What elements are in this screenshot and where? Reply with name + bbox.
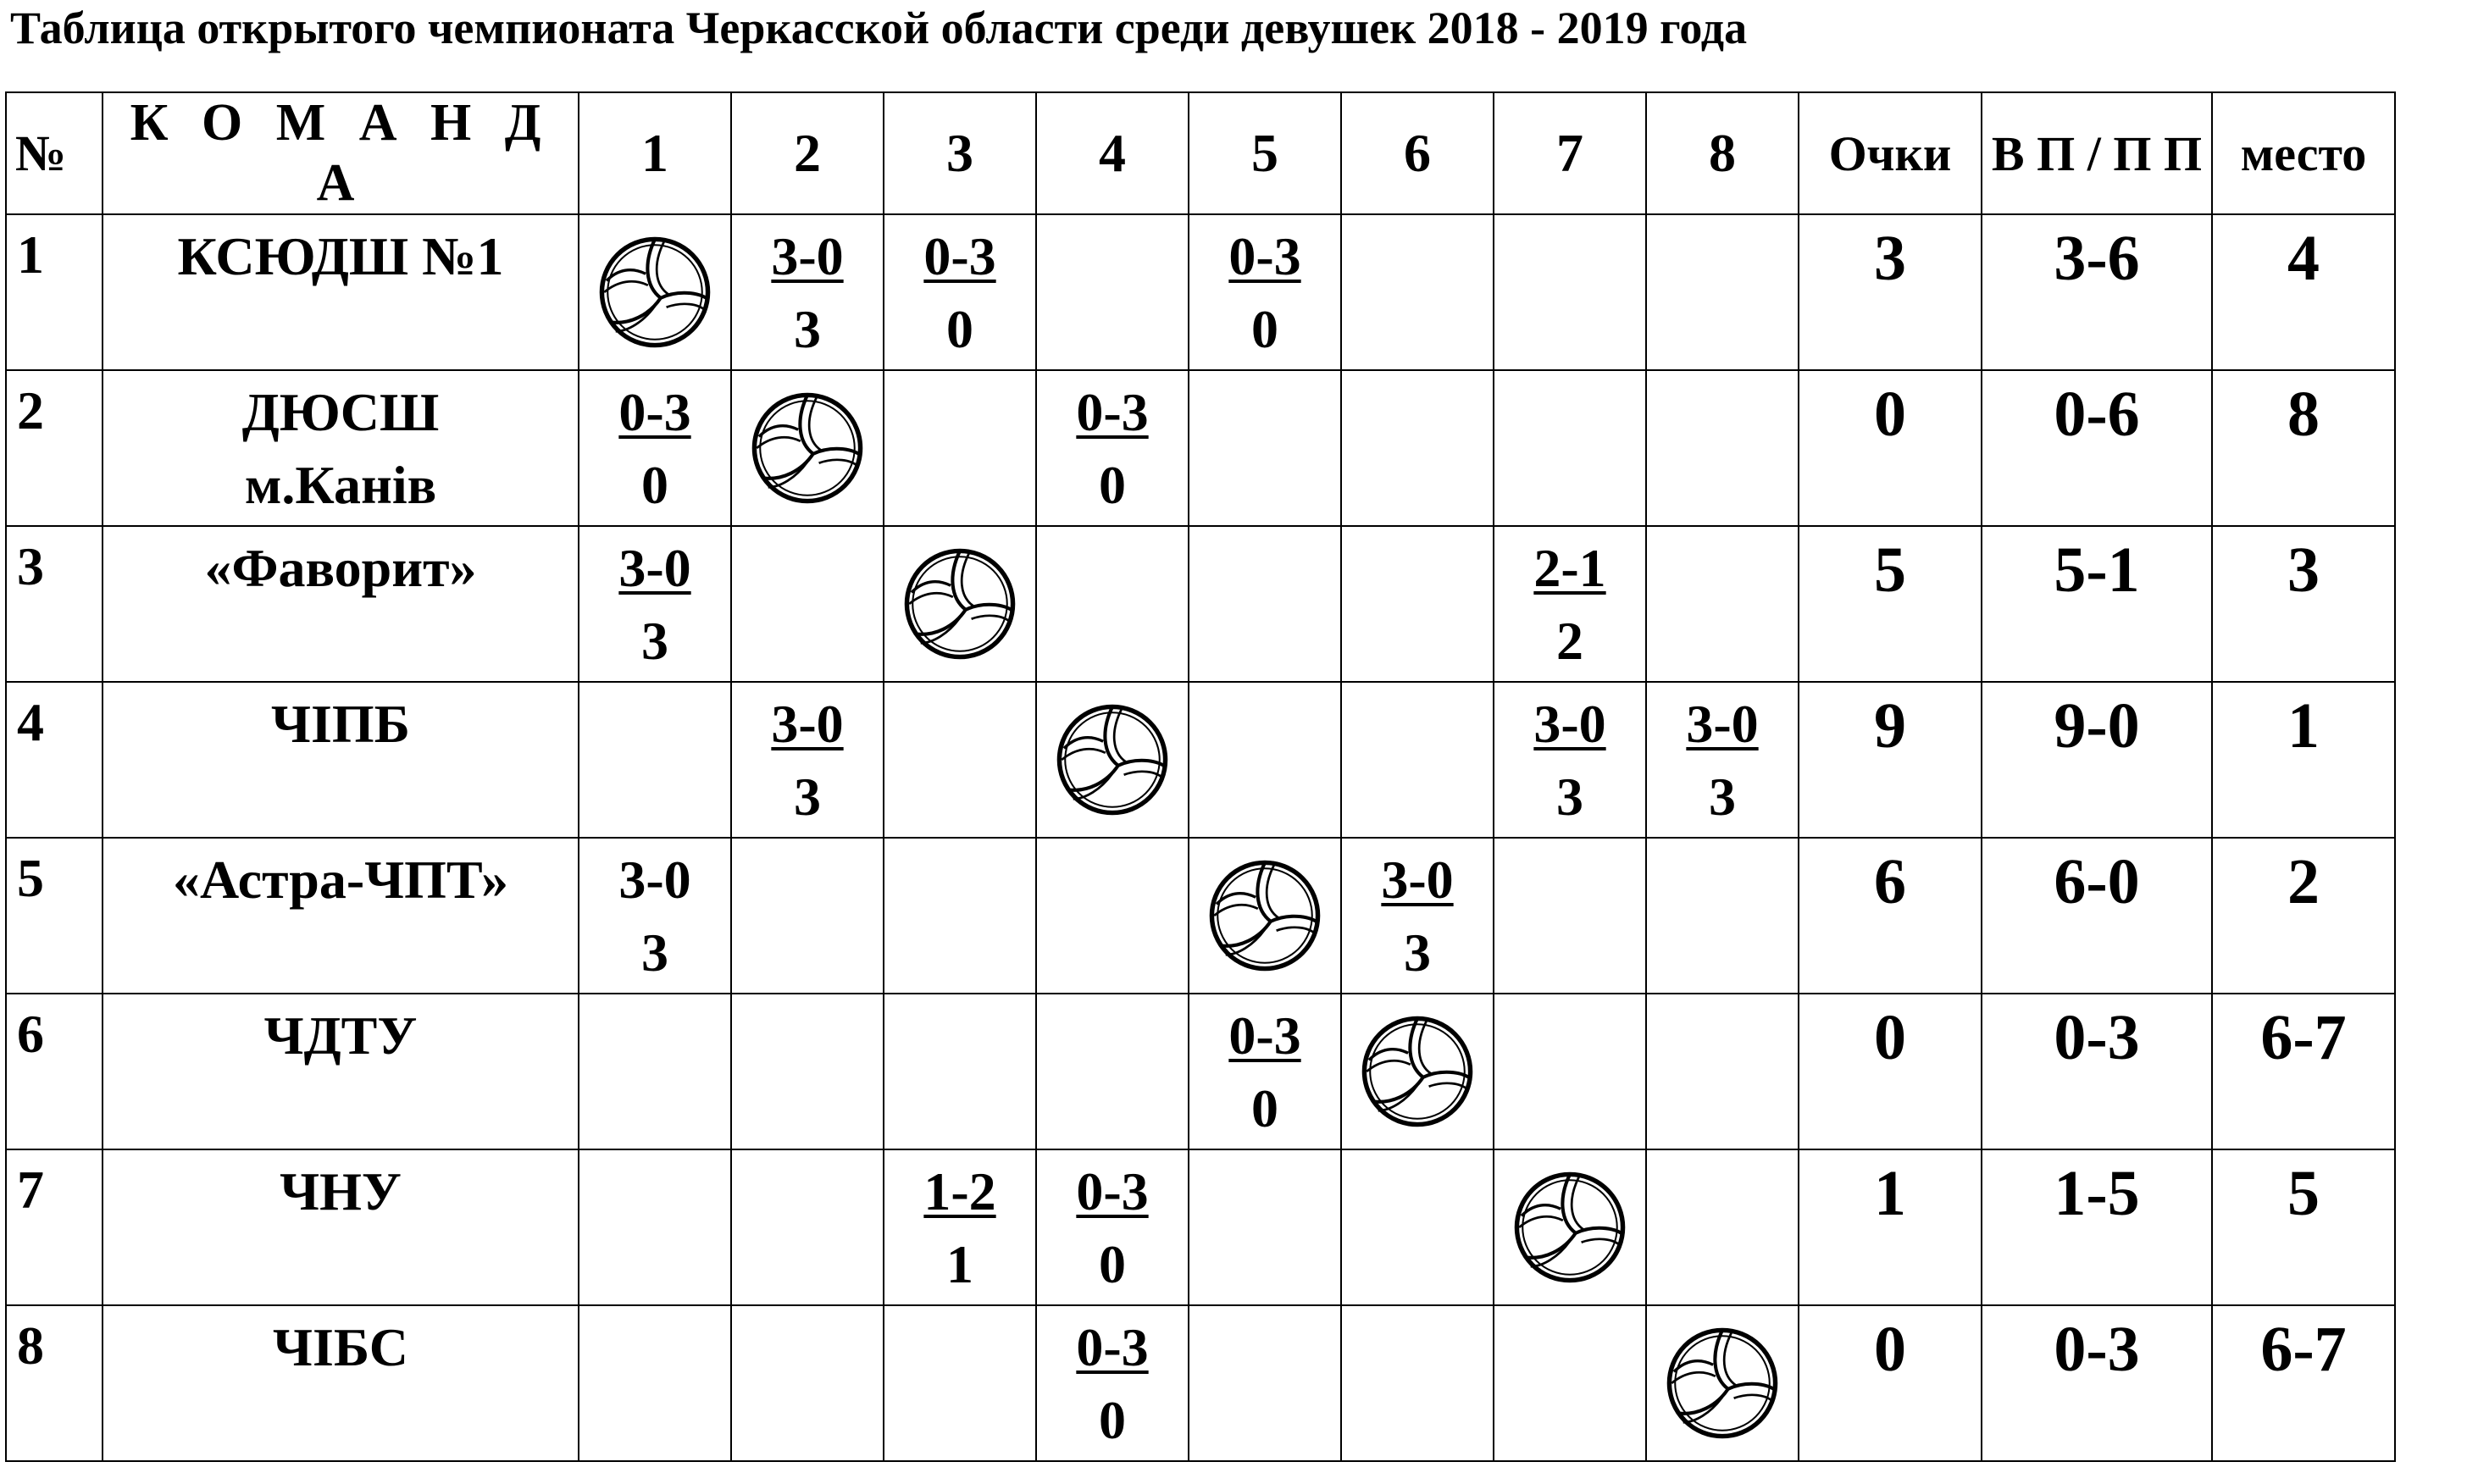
diagonal-cell (1646, 1305, 1799, 1461)
diagonal-cell (1189, 838, 1341, 994)
match-points: 0 (1099, 455, 1126, 515)
empty-cell (579, 994, 731, 1149)
team-name-line: «Фаворит» (204, 538, 477, 598)
row-number: 3 (6, 526, 103, 682)
empty-cell (1036, 838, 1189, 994)
empty-cell (1036, 214, 1189, 370)
diagonal-cell (1341, 994, 1494, 1149)
team-name (103, 682, 579, 838)
match-sets: 0-3 (1076, 1317, 1149, 1377)
match-result (1036, 1305, 1189, 1461)
empty-cell (1646, 526, 1799, 682)
match-result (1646, 682, 1799, 838)
match-sets: 3-0 (1686, 694, 1759, 754)
empty-cell (884, 838, 1036, 994)
match-result (1494, 526, 1646, 682)
header-col-1: 1 (579, 92, 731, 214)
team-name-line: ЧДТУ (263, 1005, 418, 1066)
place-cell: 4 (2212, 214, 2395, 370)
points-cell: 0 (1799, 994, 1982, 1149)
match-result (1189, 994, 1341, 1149)
match-points: 3 (641, 922, 668, 983)
empty-cell (731, 526, 884, 682)
match-points: 3 (641, 611, 668, 671)
points-cell: 1 (1799, 1149, 1982, 1305)
empty-cell (1646, 994, 1799, 1149)
match-sets: 0-3 (1076, 1161, 1149, 1221)
match-result (579, 526, 731, 682)
match-result (884, 214, 1036, 370)
empty-cell (1494, 1305, 1646, 1461)
empty-cell (731, 1305, 884, 1461)
match-sets: 0-3 (923, 226, 996, 286)
empty-cell (731, 838, 884, 994)
sets-ratio-cell: 0-6 (1982, 370, 2212, 526)
empty-cell (884, 682, 1036, 838)
match-result (731, 682, 884, 838)
empty-cell (884, 1305, 1036, 1461)
match-points: 3 (794, 767, 821, 827)
team-name-line: ДЮСШ (241, 382, 440, 442)
empty-cell (731, 1149, 884, 1305)
empty-cell (1646, 214, 1799, 370)
team-name-line: ЧІПБ (271, 694, 410, 754)
header-col-3: 3 (884, 92, 1036, 214)
team-name (103, 838, 579, 994)
match-points: 3 (1404, 922, 1431, 983)
match-points: 0 (641, 455, 668, 515)
table-row (6, 370, 2395, 526)
table-row (6, 682, 2395, 838)
volleyball-icon (1207, 858, 1322, 973)
empty-cell (1494, 214, 1646, 370)
match-result (731, 214, 884, 370)
team-name (103, 994, 579, 1149)
match-result (1189, 214, 1341, 370)
empty-cell (1341, 1305, 1494, 1461)
team-name (103, 214, 579, 370)
row-number: 1 (6, 214, 103, 370)
sets-ratio-cell: 5-1 (1982, 526, 2212, 682)
match-points: 0 (946, 299, 973, 359)
header-col-6: 6 (1341, 92, 1494, 214)
points-cell: 6 (1799, 838, 1982, 994)
match-result (1341, 838, 1494, 994)
empty-cell (1341, 214, 1494, 370)
match-result (579, 838, 731, 994)
match-points: 1 (946, 1234, 973, 1294)
place-cell: 8 (2212, 370, 2395, 526)
table-row (6, 994, 2395, 1149)
empty-cell (1646, 370, 1799, 526)
match-result (1036, 1149, 1189, 1305)
empty-cell (579, 1149, 731, 1305)
header-col-8: 8 (1646, 92, 1799, 214)
header-num: № (6, 92, 103, 214)
place-cell: 2 (2212, 838, 2395, 994)
empty-cell (1189, 682, 1341, 838)
header-sets-ratio: В П / П П (1982, 92, 2212, 214)
header-row (6, 92, 2395, 214)
team-name-line: м.Канів (244, 455, 437, 515)
empty-cell (884, 370, 1036, 526)
match-sets: 2-1 (1533, 538, 1606, 598)
match-points: 2 (1556, 611, 1583, 671)
volleyball-icon (750, 390, 865, 506)
match-points: 3 (1556, 767, 1583, 827)
match-sets: 0-3 (618, 382, 691, 442)
place-cell: 1 (2212, 682, 2395, 838)
empty-cell (1341, 682, 1494, 838)
match-sets: 0-3 (1228, 1005, 1301, 1066)
match-sets: 0-3 (1076, 382, 1149, 442)
empty-cell (1646, 838, 1799, 994)
team-name-line: ЧНУ (280, 1161, 402, 1221)
empty-cell (579, 1305, 731, 1461)
points-cell: 5 (1799, 526, 1982, 682)
empty-cell (579, 682, 731, 838)
match-sets: 0-3 (1228, 226, 1301, 286)
match-points: 0 (1251, 1078, 1278, 1138)
empty-cell (1494, 370, 1646, 526)
match-points: 3 (1709, 767, 1736, 827)
empty-cell (1494, 838, 1646, 994)
place-cell: 6-7 (2212, 1305, 2395, 1461)
diagonal-cell (1494, 1149, 1646, 1305)
empty-cell (1036, 526, 1189, 682)
team-name-line: КСЮДШ №1 (177, 226, 504, 286)
empty-cell (1036, 994, 1189, 1149)
team-name (103, 1149, 579, 1305)
match-sets: 3-0 (1533, 694, 1606, 754)
empty-cell (731, 994, 884, 1149)
empty-cell (1341, 370, 1494, 526)
table-row (6, 1305, 2395, 1461)
page-title: Таблица открытого чемпионата Черкасской области среди девушек 2018 - 2019 года (10, 3, 1748, 53)
volleyball-icon (1360, 1014, 1475, 1129)
volleyball-icon (1512, 1170, 1627, 1285)
volleyball-icon (597, 235, 712, 350)
team-name-line: «Астра-ЧПТ» (173, 850, 508, 910)
points-cell: 3 (1799, 214, 1982, 370)
row-number: 2 (6, 370, 103, 526)
diagonal-cell (1036, 682, 1189, 838)
diagonal-cell (731, 370, 884, 526)
match-sets: 3-0 (618, 538, 691, 598)
match-sets: 3-0 (771, 694, 844, 754)
header-team: К О М А Н Д А (103, 92, 579, 214)
match-sets: 3-0 (618, 850, 691, 910)
place-cell: 6-7 (2212, 994, 2395, 1149)
empty-cell (1341, 1149, 1494, 1305)
team-name (103, 370, 579, 526)
standings-table (5, 91, 2396, 1462)
sets-ratio-cell: 0-3 (1982, 994, 2212, 1149)
match-result (579, 370, 731, 526)
match-result (884, 1149, 1036, 1305)
match-points: 0 (1099, 1234, 1126, 1294)
header-col-5: 5 (1189, 92, 1341, 214)
table-row (6, 1149, 2395, 1305)
match-result (1494, 682, 1646, 838)
sets-ratio-cell: 6-0 (1982, 838, 2212, 994)
volleyball-icon (902, 546, 1017, 662)
diagonal-cell (579, 214, 731, 370)
table-row (6, 526, 2395, 682)
team-name (103, 526, 579, 682)
empty-cell (1646, 1149, 1799, 1305)
match-points: 0 (1251, 299, 1278, 359)
match-sets: 3-0 (1381, 850, 1454, 910)
row-number: 8 (6, 1305, 103, 1461)
points-cell: 0 (1799, 1305, 1982, 1461)
empty-cell (1189, 1305, 1341, 1461)
match-points: 0 (1099, 1390, 1126, 1450)
place-cell: 5 (2212, 1149, 2395, 1305)
volleyball-icon (1055, 702, 1170, 817)
diagonal-cell (884, 526, 1036, 682)
points-cell: 9 (1799, 682, 1982, 838)
place-cell: 3 (2212, 526, 2395, 682)
row-number: 7 (6, 1149, 103, 1305)
empty-cell (1189, 526, 1341, 682)
empty-cell (1494, 994, 1646, 1149)
match-result (1036, 370, 1189, 526)
match-points: 3 (794, 299, 821, 359)
match-sets: 1-2 (923, 1161, 996, 1221)
sets-ratio-cell: 1-5 (1982, 1149, 2212, 1305)
header-points: Очки (1799, 92, 1982, 214)
header-col-4: 4 (1036, 92, 1189, 214)
points-cell: 0 (1799, 370, 1982, 526)
empty-cell (1189, 1149, 1341, 1305)
empty-cell (884, 994, 1036, 1149)
sets-ratio-cell: 0-3 (1982, 1305, 2212, 1461)
row-number: 4 (6, 682, 103, 838)
row-number: 5 (6, 838, 103, 994)
sets-ratio-cell: 3-6 (1982, 214, 2212, 370)
table-row (6, 838, 2395, 994)
header-col-2: 2 (731, 92, 884, 214)
team-name-line: ЧІБС (273, 1317, 408, 1377)
header-col-7: 7 (1494, 92, 1646, 214)
match-sets: 3-0 (771, 226, 844, 286)
header-place: место (2212, 92, 2395, 214)
team-name (103, 1305, 579, 1461)
table-row (6, 214, 2395, 370)
sets-ratio-cell: 9-0 (1982, 682, 2212, 838)
empty-cell (1341, 526, 1494, 682)
empty-cell (1189, 370, 1341, 526)
volleyball-icon (1665, 1326, 1780, 1441)
row-number: 6 (6, 994, 103, 1149)
